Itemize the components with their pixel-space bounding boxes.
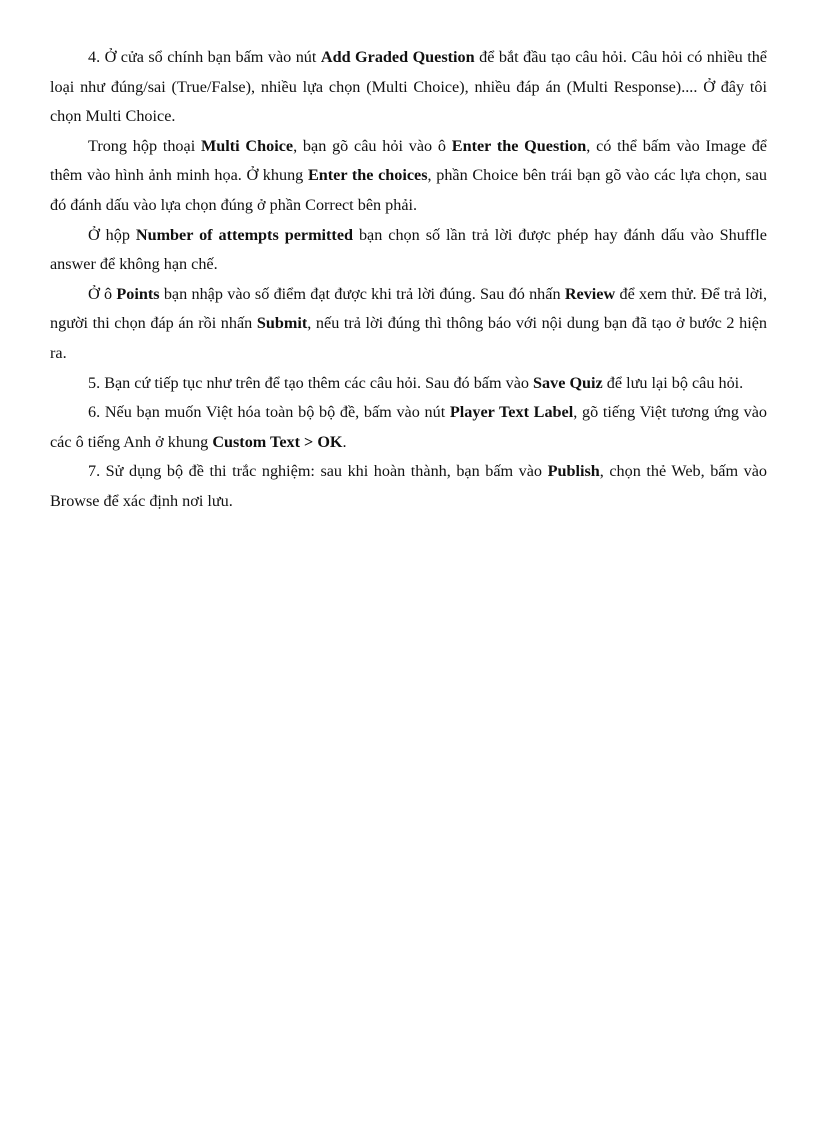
paragraph-text: , có thể bấm vào Image để thêm vào hình ảnh minh họa. Ở khung [50,136,767,185]
bold-term: Enter the choices [307,166,428,185]
bold-term: Save Quiz [533,373,603,392]
paragraph-text: để xem thử. Để trả lời, người thi chọn đáp án rồi nhấn [50,284,768,333]
paragraph-step-7-publish [50,457,767,516]
paragraph-text: để lưu lại bộ câu hỏi. [602,373,744,392]
document-page [50,43,767,517]
bold-term: Add Graded Question [320,48,475,66]
bold-term: Review [564,284,616,303]
paragraph-attempts-permitted [50,221,767,280]
paragraph-multi-choice-dialog [50,132,767,221]
paragraph-step-6-player-text [50,398,767,457]
paragraph-text: 4. Ở cửa sổ chính bạn bấm vào nút [88,48,321,66]
paragraph-text: 5. Bạn cứ tiếp tục như trên để tạo thêm các câu hỏi. Sau đó bấm vào [88,373,534,392]
paragraph-text: . [342,432,347,451]
paragraph-text: , gõ tiếng Việt tương ứng vào các ô tiếng Anh ở khung [50,403,767,451]
paragraph-text: 7. Sử dụng bộ đề thi trắc nghiệm: sau khi hoàn thành, bạn bấm vào [88,462,548,481]
bold-term: Player Text Label [449,403,574,422]
bold-term: Enter the Question [451,136,587,155]
bold-term: Multi Choice [200,136,294,155]
paragraph-points-review [50,280,767,369]
bold-term: Points [116,284,160,303]
paragraph-step-4-add-question [50,43,767,132]
paragraph-text: , phần Choice bên trái bạn gõ vào các lựa chọn, sau đó đánh dấu vào lựa chọn đúng ở phần Correct bên phải. [50,166,767,214]
bold-term: Publish [547,462,600,481]
paragraph-text: Ở hộp [88,225,136,244]
paragraph-text: Ở ô [88,284,117,303]
paragraph-text: để bắt đầu tạo câu hỏi. Câu hỏi có nhiều thể loại như đúng/sai (True/False), nhiều lựa chọn (Multi Choice), nhiều đáp án (Multi Response).... Ở đây tôi chọn Multi Choice. [50,48,767,126]
paragraph-text: bạn nhập vào số điểm đạt được khi trả lời đúng. Sau đó nhấn [159,284,565,303]
paragraph-text: , chọn thẻ Web, bấm vào Browse để xác định nơi lưu. [50,462,767,510]
paragraph-text: , bạn gõ câu hỏi vào ô [293,136,452,155]
paragraph-text: , nếu trả lời đúng thì thông báo với nội dung bạn đã tạo ở bước 2 hiện ra. [50,314,767,362]
paragraph-text: 6. Nếu bạn muốn Việt hóa toàn bộ bộ đề, bấm vào nút [88,403,450,422]
bold-term: Number of attempts permitted [135,225,354,244]
bold-term: Custom Text > OK [212,432,343,451]
paragraph-text: Trong hộp thoại [88,136,201,155]
paragraph-text: bạn chọn số lần trả lời được phép hay đánh dấu vào Shuffle answer để không hạn chế. [50,225,767,274]
bold-term: Submit [256,314,308,333]
paragraph-step-5-save-quiz [50,369,767,399]
